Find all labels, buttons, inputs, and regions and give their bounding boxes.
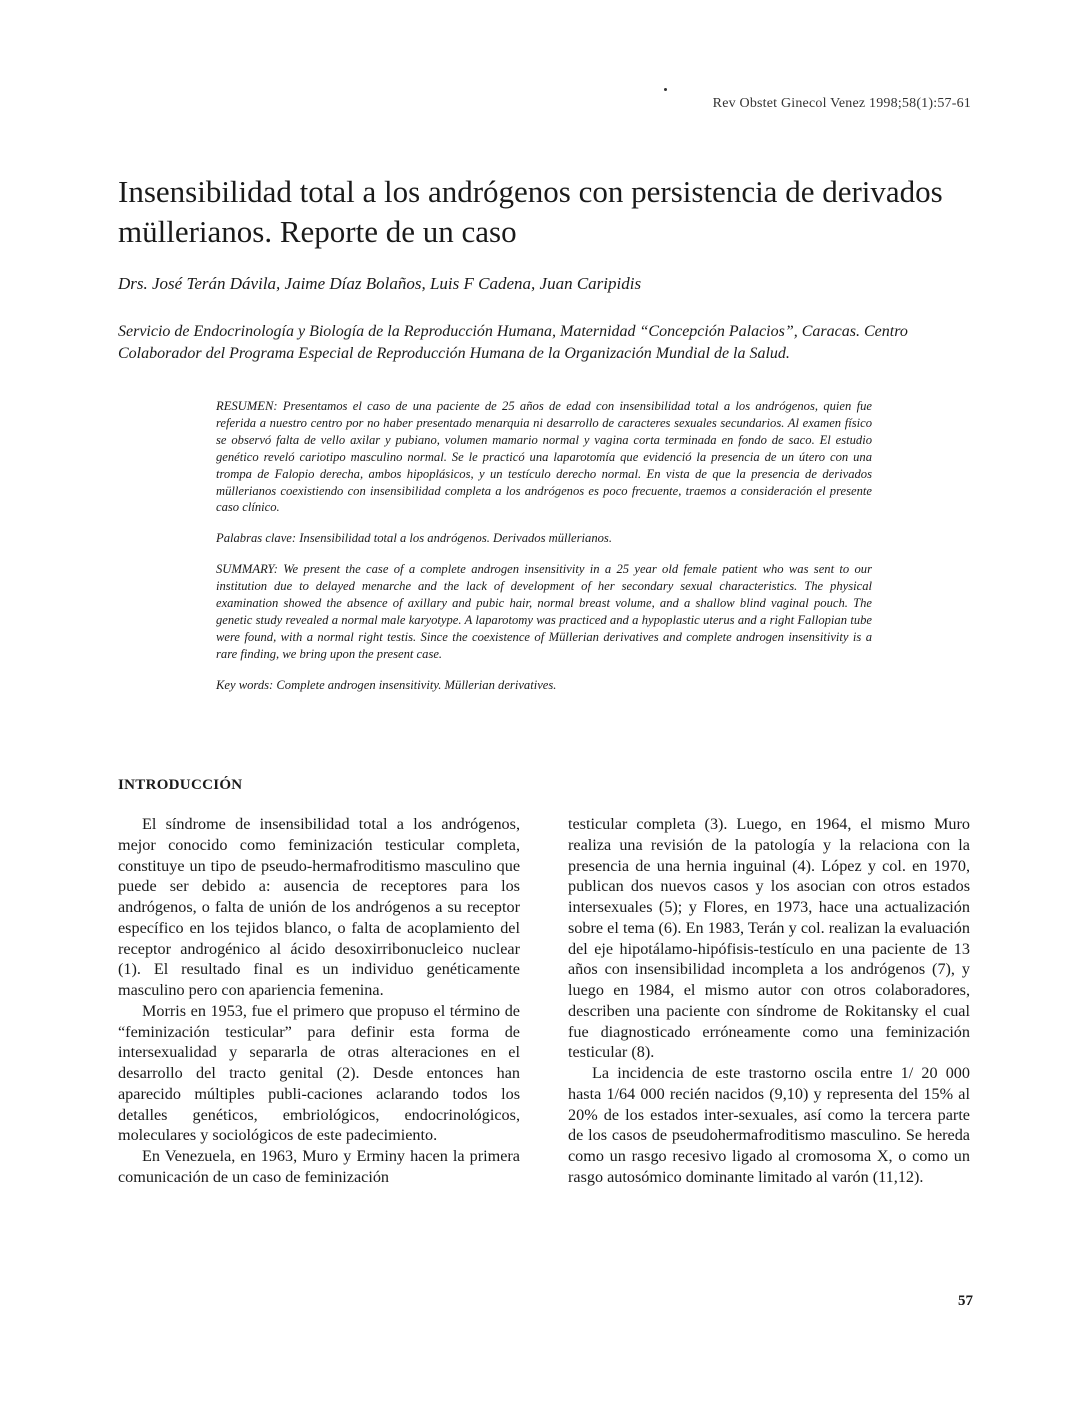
page-number: 57 [958,1293,973,1309]
journal-reference: Rev Obstet Ginecol Venez 1998;58(1):57-61 [712,96,971,111]
abstract-resumen: RESUMEN: Presentamos el caso de una paciente de 25 años de edad con insensibilidad total a los andrógenos, quien fue referida a nuestro centro por no haber presentado menarquia ni desarrollo de caracteres sexuales secundarios. Al examen físico se observó falta de vello axilar y pubiano, volumen mamario normal y vagina corta terminada en fondo de saco. El estudio genético reveló cariotipo masculino normal. Se le practicó una laparotomía que evidenció la presencia de un útero con una trompa de Falopio derecha, ambos hipoplásicos, y un testículo derecho normal. En vista de que la presencia de derivados müllerianos coexistiendo con insensibilidad completa a los andrógenos es poco frecuente, traemos a consideración el presente caso clínico. [216,399,872,515]
article-authors: Drs. José Terán Dávila, Jaime Díaz Bolaños, Luis F Cadena, Juan Caripidis [118,274,642,293]
body-column-right [568,814,970,1188]
abstract-palabras-clave: Palabras clave: Insensibilidad total a los andrógenos. Derivados müllerianos. [216,531,612,546]
paragraph: testicular completa (3). Luego, en 1964, el mismo Muro realiza una revisión de la patología y la relaciona con la presencia de una hernia inguinal (4). López y col. en 1970, publican dos nuevos casos y los asocian con otros estados intersexuales (5); y Flores, en 1973, hace una actualización sobre el tema (6). En 1983, Terán y col. realizan la evaluación del eje hipotálamo-hipófisis-testículo en una paciente de 13 años con insensibilidad incompleta a los andrógenos (7), y luego en 1984, el mismo autor con otros colaboradores, describen una paciente con síndrome de Rokitansky el cual fue diagnosticado erróneamente como una feminización testicular (8). [568,815,970,1062]
print-speck [664,88,667,91]
abstract-block [216,398,872,711]
abstract-summary: SUMMARY: We present the case of a complete androgen insensitivity in a 25 year old female patient who was sent to our institution due to delayed menarche and the lack of development of her secondary sexual characteristics. The physical examination showed the absence of axillary and pubic hair, normal breast volume, and a shallow blind vaginal pouch. The genetic study revealed a normal male karyotype. A laparotomy was practiced and a hypoplastic uterus and a right Fallopian tube were found, with a normal right testis. Since the coexistence of Müllerian derivatives and complete androgen insensitivity is a rare finding, we bring upon the present case. [216,562,872,661]
section-heading-introduccion: INTRODUCCIÓN [118,777,243,793]
author-affiliation: Servicio de Endocrinología y Biología de la Reproducción Humana, Maternidad “Concepción Palacios”, Caracas. Centro Colaborador del Programa Especial de Reproducción Humana de la Organización Mundial de la Salud. [118,323,908,362]
paragraph: La incidencia de este trastorno oscila entre 1/ 20 000 hasta 1/64 000 recién nacidos (9,10) y representa del 15% al 20% de los estados inter-sexuales, así como la tercera parte de los casos de pseudohermafroditismo masculino. Se hereda como un rasgo recesivo ligado al cromosoma X, o como un rasgo autosómico dominante limitado al varón (11,12). [568,1064,970,1186]
abstract-key-words: Key words: Complete androgen insensitivity. Müllerian derivatives. [216,677,557,692]
article-title: Insensibilidad total a los andrógenos con persistencia de derivados müllerianos. Reporte de un caso [118,174,943,249]
paragraph: El síndrome de insensibilidad total a los andrógenos, mejor conocido como feminización testicular completa, constituye un tipo de pseudo-hermafroditismo masculino que puede ser debido a: ausencia de receptores para los andrógenos, o falta de unión de los andrógenos a su receptor específico en los tejidos blanco, o falta de acoplamiento del receptor androgénico al ácido desoxirribonucleico nuclear (1). El resultado final es un individuo genéticamente masculino pero con apariencia femenina. [118,815,520,999]
body-column-left [118,814,520,1188]
paragraph: En Venezuela, en 1963, Muro y Erminy hacen la primera comunicación de un caso de feminización [118,1147,520,1186]
paragraph: Morris en 1953, fue el primero que propuso el término de “feminización testicular” para definir esta forma de intersexualidad y separarla de otras alteraciones en el desarrollo del tracto genital (2). Desde entonces han aparecido múltiples publi-caciones aclarando todos los detalles genéticos, embriológicos, endocrinológicos, moleculares y sociológicos de este padecimiento. [118,1001,520,1145]
